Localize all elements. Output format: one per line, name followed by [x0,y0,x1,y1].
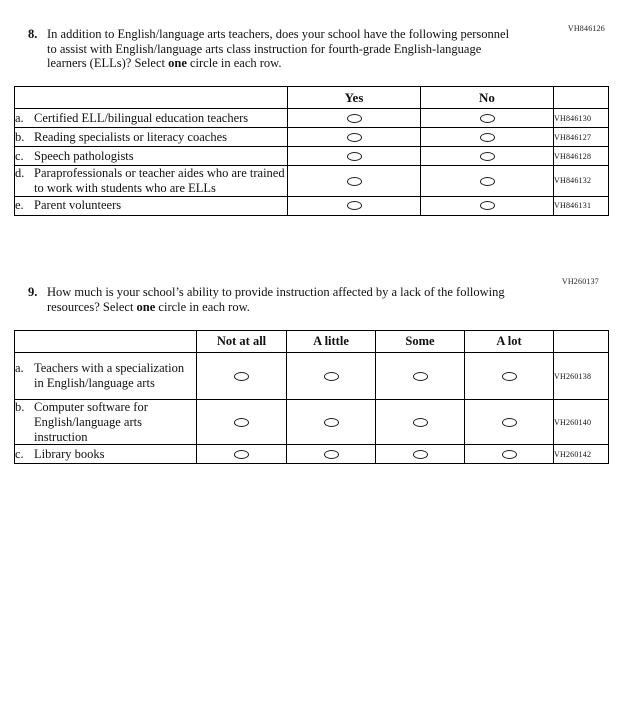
question-8-bold-word: one [168,56,187,70]
question-8-table [14,86,609,216]
column-header-some: Some [376,331,465,353]
answer-oval[interactable] [502,450,517,459]
answer-cell-some [376,445,465,464]
row-label [15,166,288,197]
answer-oval[interactable] [324,418,339,427]
answer-oval[interactable] [347,114,362,123]
row-label-text: Computer software for English/language arts instruction [34,400,148,444]
column-header-a-little: A little [287,331,376,353]
answer-oval[interactable] [480,133,495,142]
column-header-not-at-all: Not at all [197,331,287,353]
column-header-yes: Yes [288,87,421,109]
answer-cell-a-lot [465,445,554,464]
row-letter: b. [15,129,25,144]
table-row [15,445,609,464]
row-letter: c. [15,446,24,461]
row-code: VH260142 [554,445,609,464]
answer-cell-not-at-all [197,445,287,464]
answer-cell-no [421,166,554,197]
answer-cell-a-little [287,400,376,445]
row-code: VH846132 [554,166,609,197]
answer-oval[interactable] [480,201,495,210]
row-label-text: Certified ELL/bilingual education teachers [34,110,249,125]
row-label-text: Library books [34,446,105,461]
question-9-table [14,330,609,464]
answer-oval[interactable] [480,152,495,161]
question-8 [28,27,515,71]
row-label-text: Reading specialists or literacy coaches [34,129,227,144]
answer-cell-yes [288,128,421,147]
question-9 [28,285,515,314]
answer-oval[interactable] [480,114,495,123]
answer-oval[interactable] [347,133,362,142]
answer-cell-a-lot [465,400,554,445]
table-row [15,400,609,445]
answer-oval[interactable] [347,177,362,186]
row-letter: b. [15,400,25,414]
question-9-text [47,285,515,314]
answer-oval[interactable] [234,450,249,459]
row-letter: c. [15,148,24,163]
table-header-row [15,331,609,353]
question-8-number: 8. [28,27,38,41]
answer-oval[interactable] [413,372,428,381]
row-label-text: Teachers with a specialization in English/language arts [34,361,185,390]
table-row [15,196,609,215]
answer-oval[interactable] [502,418,517,427]
answer-oval[interactable] [413,418,428,427]
row-label [15,400,197,445]
answer-cell-not-at-all [197,353,287,400]
row-label-text: Paraprofessionals or teacher aides who are trained to work with students who are ELLs [34,166,285,195]
empty-header-cell [554,87,609,109]
table-row [15,128,609,147]
question-9-text-main: How much is your school’s ability to provide instruction affected by a lack of the following resources? Select [47,285,505,314]
question-8-text [47,27,515,71]
answer-cell-not-at-all [197,400,287,445]
row-letter: e. [15,198,24,213]
row-code: VH846131 [554,196,609,215]
row-label [15,109,288,128]
question-8-text-tail: circle in each row. [186,56,282,70]
answer-cell-a-lot [465,353,554,400]
answer-oval[interactable] [324,372,339,381]
answer-cell-yes [288,196,421,215]
question-9-accession-code: VH260137 [561,277,599,286]
answer-oval[interactable] [234,372,249,381]
question-8-accession-code: VH846126 [567,24,605,33]
answer-oval[interactable] [347,152,362,161]
table-row [15,353,609,400]
row-letter: a. [15,361,24,376]
answer-oval[interactable] [502,372,517,381]
question-9-number: 9. [28,285,38,299]
row-code: VH846128 [554,147,609,166]
table-header-row [15,87,609,109]
row-code: VH260138 [554,353,609,400]
question-9-bold-word: one [136,299,156,314]
answer-cell-yes [288,147,421,166]
answer-cell-a-little [287,353,376,400]
question-9-text-tail: circle in each row. [155,299,250,314]
answer-oval[interactable] [324,450,339,459]
answer-cell-no [421,196,554,215]
row-label [15,128,288,147]
empty-header-cell [15,331,197,353]
row-label [15,353,197,400]
row-code: VH260140 [554,400,609,445]
answer-oval[interactable] [413,450,428,459]
row-label [15,196,288,215]
answer-cell-yes [288,166,421,197]
row-letter: d. [15,166,25,180]
answer-cell-no [421,147,554,166]
answer-cell-some [376,353,465,400]
empty-header-cell [15,87,288,109]
column-header-no: No [421,87,554,109]
table-row [15,109,609,128]
row-label-text: Parent volunteers [34,198,122,213]
answer-oval[interactable] [234,418,249,427]
answer-cell-some [376,400,465,445]
table-row [15,147,609,166]
question-8-text-main: In addition to English/language arts teachers, does your school have the following personnel to assist with English/language arts class instruction for fourth-grade English-language learners (ELLs)? Select [47,27,510,70]
row-letter: a. [15,110,24,125]
answer-cell-yes [288,109,421,128]
answer-oval[interactable] [480,177,495,186]
row-code: VH846130 [554,109,609,128]
answer-oval[interactable] [347,201,362,210]
answer-cell-no [421,109,554,128]
answer-cell-a-little [287,445,376,464]
row-label [15,445,197,464]
row-label [15,147,288,166]
column-header-a-lot: A lot [465,331,554,353]
table-row [15,166,609,197]
row-code: VH846127 [554,128,609,147]
answer-cell-no [421,128,554,147]
empty-header-cell [554,331,609,353]
row-label-text: Speech pathologists [34,148,134,163]
